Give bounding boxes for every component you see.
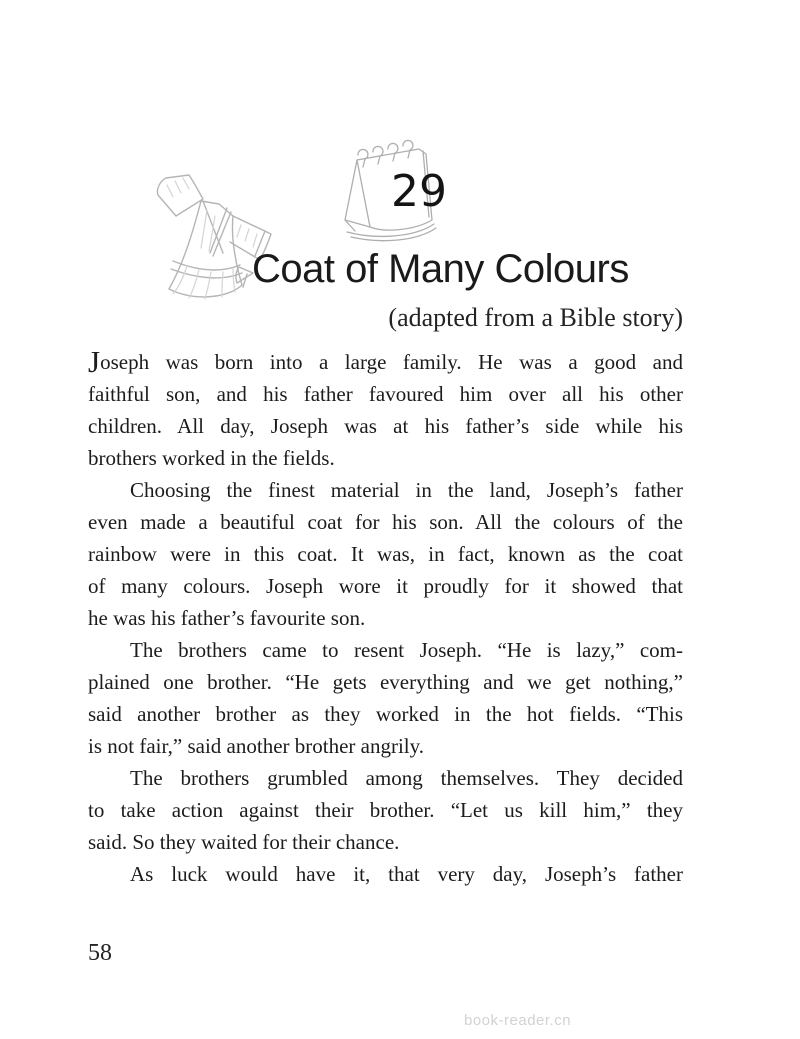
story-line: Joseph was born into a large family. He was a good and <box>88 344 683 379</box>
story-line: he was his father’s favourite son. <box>88 606 366 630</box>
story-line: The brothers grumbled among themselves. They decided <box>130 766 683 790</box>
story-line: to take action against their brother. “Let us kill him,” they <box>88 798 683 822</box>
story-line: plained one brother. “He gets everything and we get nothing,” <box>88 670 683 694</box>
story-line: of many colours. Joseph wore it proudly for it showed that <box>88 574 683 598</box>
story-line: said another brother as they worked in the hot fields. “This <box>88 702 683 726</box>
story-line: is not fair,” said another brother angrily. <box>88 734 425 758</box>
story-line: The brothers came to resent Joseph. “He is lazy,” com- <box>130 638 683 662</box>
drop-initial: J <box>88 344 101 379</box>
story-line: faithful son, and his father favoured him over all his other <box>88 382 683 406</box>
page-title: Coat of Many Colours <box>252 247 629 291</box>
story-line: even made a beautiful coat for his son. All the colours of the <box>88 510 683 534</box>
story-line: As luck would have it, that very day, Joseph’s father <box>130 862 683 886</box>
story-body <box>88 346 683 890</box>
page-subtitle: (adapted from a Bible story) <box>388 303 683 332</box>
story-line: children. All day, Joseph was at his father’s side while his <box>88 414 683 438</box>
story-line: said. So they waited for their chance. <box>88 830 400 854</box>
watermark: book-reader.cn <box>464 1012 572 1029</box>
story-line: rainbow were in this coat. It was, in fact, known as the coat <box>88 542 683 566</box>
story-line: Choosing the finest material in the land, Joseph’s father <box>130 478 683 502</box>
page-number: 58 <box>88 940 112 966</box>
chapter-number: 29 <box>391 166 447 217</box>
story-line: brothers worked in the fields. <box>88 446 335 470</box>
